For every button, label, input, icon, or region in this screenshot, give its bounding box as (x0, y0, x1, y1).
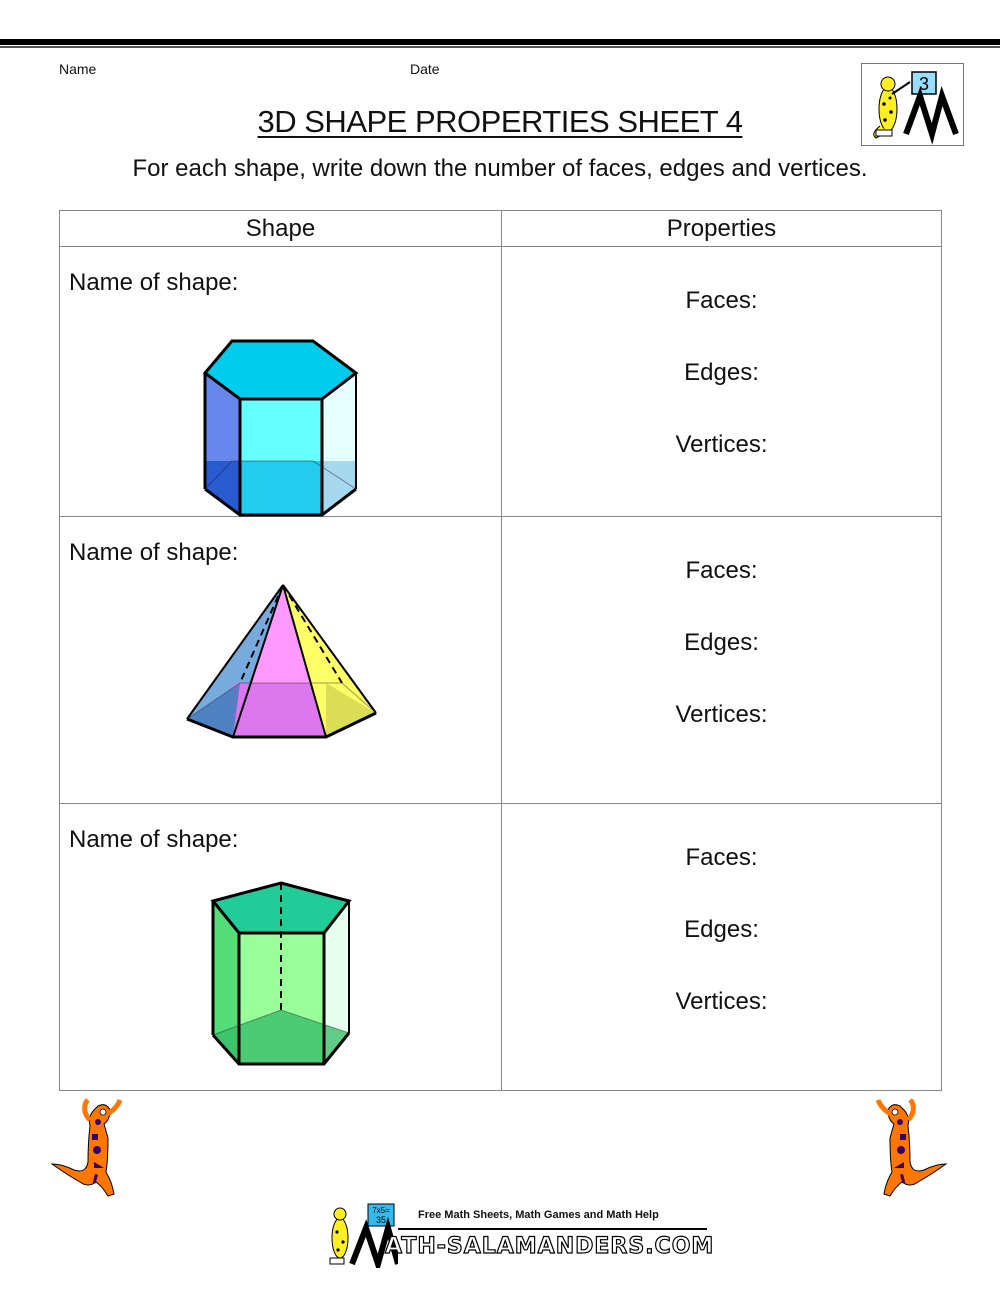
name-of-shape-label[interactable]: Name of shape: (69, 826, 239, 853)
properties-cell (502, 517, 942, 804)
date-label: Date (410, 61, 440, 77)
shape-cell (60, 517, 502, 804)
name-of-shape-label[interactable]: Name of shape: (69, 269, 239, 296)
properties-cell (502, 804, 942, 1091)
pentagonal-prism-icon (208, 878, 354, 1068)
faces-label[interactable]: Faces: (685, 557, 758, 584)
column-header-properties: Properties (502, 211, 942, 247)
table-row (60, 804, 942, 1091)
faces-label[interactable]: Faces: (685, 287, 758, 314)
grade-number: 3 (918, 74, 930, 94)
table-row (60, 247, 942, 517)
worksheet-title: 3D SHAPE PROPERTIES SHEET 4 (257, 104, 743, 139)
edges-label[interactable]: Edges: (684, 916, 759, 943)
edges-label[interactable]: Edges: (684, 359, 759, 386)
salamander-right-icon (860, 1098, 950, 1200)
footer-brand: ATH-SALAMANDERS.COM (385, 1234, 715, 1259)
column-header-shape: Shape (60, 211, 502, 247)
footer-tagline: Free Math Sheets, Math Games and Math Help (418, 1209, 659, 1221)
hexagonal-pyramid-icon (182, 573, 382, 741)
name-label: Name (59, 61, 97, 77)
vertices-label[interactable]: Vertices: (675, 701, 768, 728)
vertices-label[interactable]: Vertices: (675, 431, 768, 458)
salamander-left-icon (48, 1098, 138, 1200)
faces-label[interactable]: Faces: (685, 844, 758, 871)
footer-rule (398, 1228, 707, 1230)
instructions: For each shape, write down the number of faces, edges and vertices. (132, 155, 868, 182)
svg-text:35: 35 (375, 1215, 387, 1225)
top-border-rule-thin (0, 46, 1000, 48)
edges-label[interactable]: Edges: (684, 629, 759, 656)
top-border-rule (0, 39, 1000, 45)
shape-cell (60, 804, 502, 1091)
name-of-shape-label[interactable]: Name of shape: (69, 539, 239, 566)
table-row (60, 517, 942, 804)
properties-cell (502, 247, 942, 517)
worksheet-table (59, 210, 942, 1091)
vertices-label[interactable]: Vertices: (675, 988, 768, 1015)
table-header-row (60, 211, 942, 247)
logo-badge-text: 7x5= (372, 1206, 390, 1215)
shape-cell (60, 247, 502, 517)
hexagonal-prism-icon (200, 331, 360, 519)
